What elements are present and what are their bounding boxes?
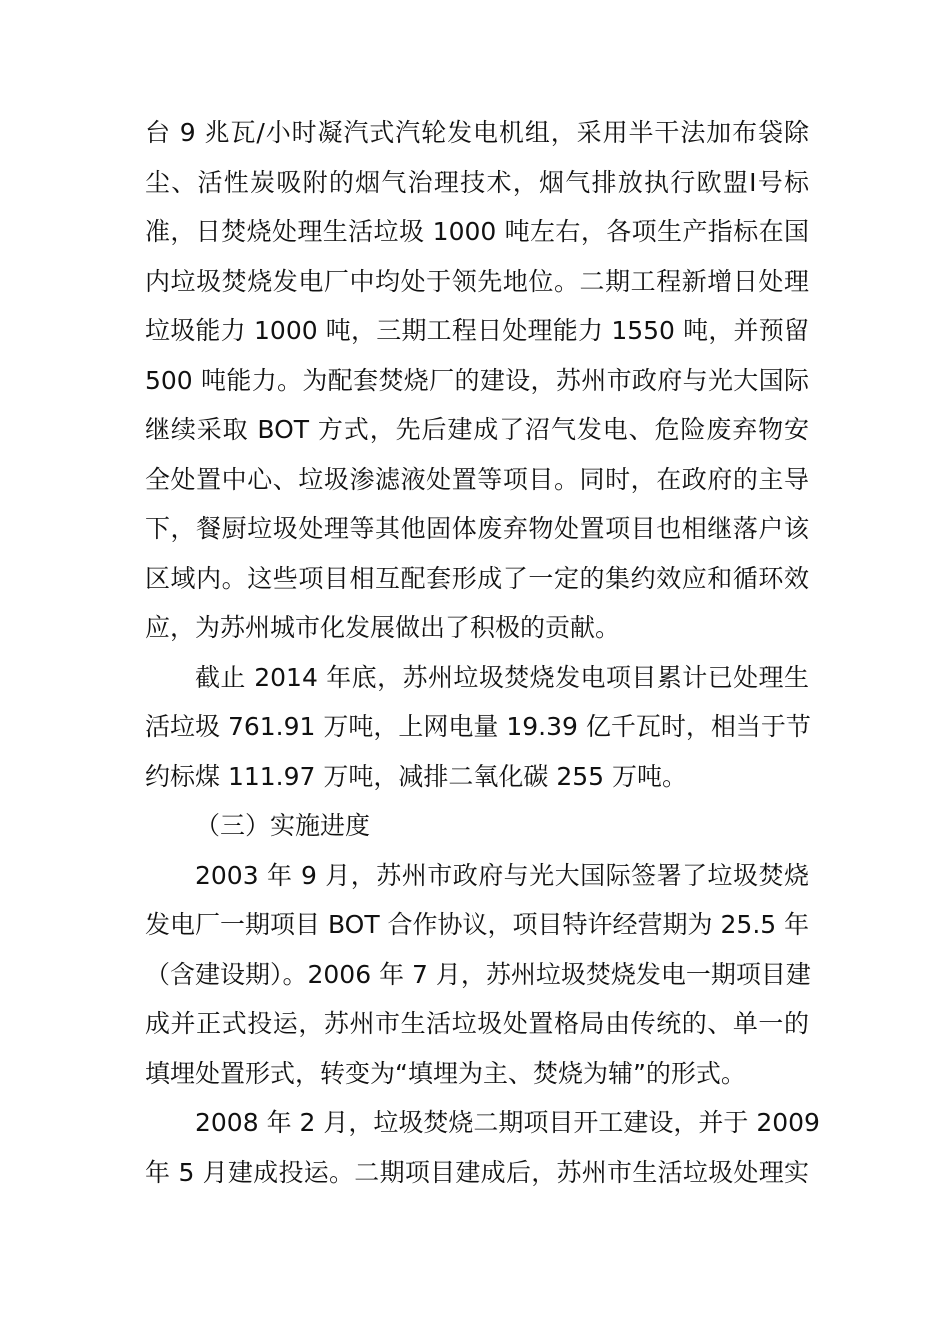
text-line: 填埋处置形式，转变为“填埋为主、焚烧为辅”的形式。 [145, 1058, 746, 1088]
text-line: 区域内。这些项目相互配套形成了一定的集约效应和循环效 [145, 563, 809, 593]
text-line: 发电厂一期项目 BOT 合作协议，项目特许经营期为 25.5 年 [145, 910, 810, 939]
text-line: 2003 年 9 月，苏州市政府与光大国际签署了垃圾焚烧 [195, 860, 809, 890]
text-line: 垃圾能力 1000 吨，三期工程日处理能力 1550 吨，并预留 [145, 316, 809, 345]
text-line: 台 9 兆瓦/小时凝汽式汽轮发电机组，采用半干法加布袋除 [145, 118, 809, 147]
text-line: 下，餐厨垃圾处理等其他固体废弃物处置项目也相继落户该 [145, 514, 809, 543]
text-line: 截止 2014 年底，苏州垃圾焚烧发电项目累计已处理生 [195, 662, 809, 692]
text-line: 全处置中心、垃圾渗滤液处置等项目。同时，在政府的主导 [145, 464, 809, 494]
body-text [145, 108, 820, 1197]
section-heading: （三）实施进度 [195, 811, 371, 840]
text-line: 内垃圾焚烧发电厂中均处于领先地位。二期工程新增日处理 [145, 266, 809, 296]
text-line: 年 5 月建成投运。二期项目建成后，苏州市生活垃圾处理实 [145, 1157, 809, 1187]
text-line: 成并正式投运，苏州市生活垃圾处置格局由传统的、单一的 [145, 1009, 809, 1038]
text-line: 2008 年 2 月，垃圾焚烧二期项目开工建设，并于 2009 [195, 1108, 820, 1137]
text-line: （含建设期）。2006 年 7 月，苏州垃圾焚烧发电一期项目建 [145, 959, 811, 989]
text-line: 继续采取 BOT 方式，先后建成了沼气发电、危险废弃物安 [145, 415, 809, 444]
text-line: 准，日焚烧处理生活垃圾 1000 吨左右，各项生产指标在国 [145, 217, 809, 246]
text-line: 500 吨能力。为配套焚烧厂的建设，苏州市政府与光大国际 [145, 365, 809, 395]
text-line: 尘、活性炭吸附的烟气治理技术，烟气排放执行欧盟Ⅰ号标 [145, 167, 809, 197]
text-line: 活垃圾 761.91 万吨，上网电量 19.39 亿千瓦时，相当于节 [145, 712, 811, 741]
text-line: 约标煤 111.97 万吨，减排二氧化碳 255 万吨。 [145, 761, 687, 791]
text-line: 应，为苏州城市化发展做出了积极的贡献。 [145, 613, 621, 642]
